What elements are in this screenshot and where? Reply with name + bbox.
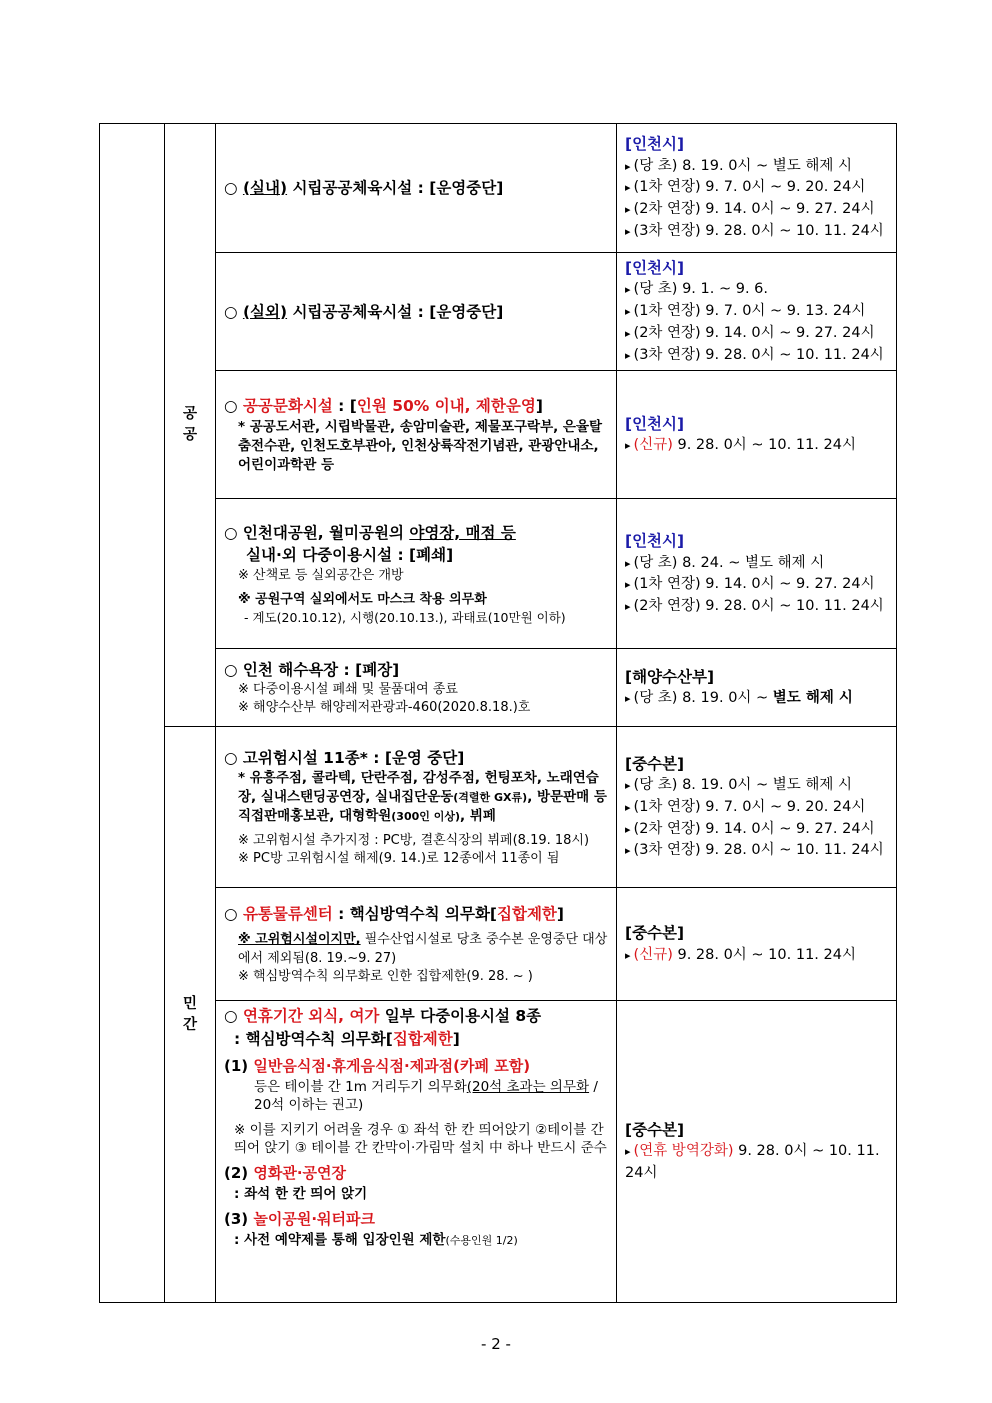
schedule-item: ▸ (당 초) 8. 19. 0시 ~ 별도 해제 시 — [625, 775, 890, 797]
table-row — [100, 371, 897, 499]
schedule-item: ▸ (2차 연장) 9. 28. 0시 ~ 10. 11. 24시 — [625, 596, 890, 618]
schedule-cell — [617, 649, 897, 727]
schedule-item: ▸ (2차 연장) 9. 14. 0시 ~ 9. 27. 24시 — [625, 199, 890, 221]
org-label: [중수본] — [625, 924, 685, 943]
schedule-item: ▸ (2차 연장) 9. 14. 0시 ~ 9. 27. 24시 — [625, 323, 890, 345]
facility-title: 연휴기간 외식, 여가 — [242, 1007, 380, 1026]
category-public: 공 공 — [165, 124, 216, 727]
table-row — [100, 124, 897, 253]
schedule-item: ▸ (1차 연장) 9. 14. 0시 ~ 9. 27. 24시 — [625, 574, 890, 596]
schedule-cell — [617, 727, 897, 888]
schedule-item: ▸ (신규) 9. 28. 0시 ~ 10. 11. 24시 — [625, 435, 890, 457]
schedule-item: ▸ (당 초) 9. 1. ~ 9. 6. — [625, 279, 890, 301]
table-row — [100, 253, 897, 371]
schedule-item: ▸ (신규) 9. 28. 0시 ~ 10. 11. 24시 — [625, 945, 890, 967]
org-label: [인천시] — [625, 259, 685, 277]
measure-cell: ○ 유통물류센터 : 핵심방역수칙 의무화[집합제한] ※ 고위험시설이지만, 필수산업시설로 당초 중수본 운영중단 대상에서 제외됨(8. 19.~9. 27) ※ 핵심방역수칙 의무화로 인한 집합제한(9. 28. ~ ) — [216, 888, 617, 1001]
table-row — [100, 727, 897, 888]
measure-cell: ○ 연휴기간 외식, 여가 일부 다중이용시설 8종 : 핵심방역수칙 의무화[집합제한] (1) 일반음식점·휴게음식점·제과점(카페 포함) 등은 테이블 간 1m 거리두기 의무화(20석 초과는 의무화 / 20석 이하는 권고) ※ 이를 지키기 어려울 경우 ① 좌석 한 칸 띄어앉기 ②테이블 간 띄어 앉기 ③ 테이블 간 칸막이·가림막 설치 中 하나 반드시 준수 (2) 영화관·공연장 : 좌석 한 칸 띄어 앉기 (3) 놀이공원·워터파크 : 사전 예약제를 통해 입장인원 제한(수용인원 1/2) — [216, 1001, 617, 1303]
schedule-item: ▸ (당 초) 8. 19. 0시 ~ 별도 해제 시 — [625, 688, 890, 710]
measure-cell: ○ 인천대공원, 월미공원의 야영장, 매점 등 실내·외 다중이용시설 : [폐쇄] ※ 산책로 등 실외공간은 개방 ※ 공원구역 실외에서도 마스크 착용 의무화 - 계도(20.10.12), 시행(20.10.13.), 과태료(10만원 이하) — [216, 499, 617, 649]
table-row — [100, 1001, 897, 1303]
org-label: [인천시] — [625, 414, 685, 433]
new-label: (연휴 방역강화) — [633, 1143, 734, 1160]
measure-cell: ○ (실외) 시립공공체육시설 : [운영중단] — [216, 253, 617, 371]
schedule-item: ▸ (2차 연장) 9. 14. 0시 ~ 9. 27. 24시 — [625, 819, 890, 841]
schedule-list — [625, 279, 890, 366]
schedule-item: ▸ (1차 연장) 9. 7. 0시 ~ 9. 13. 24시 — [625, 301, 890, 323]
schedule-cell — [617, 253, 897, 371]
org-label: [인천시] — [625, 532, 685, 551]
table-row — [100, 499, 897, 649]
org-label: [중수본] — [625, 754, 685, 773]
schedule-list — [625, 553, 890, 618]
measure-tag: (실내) — [242, 178, 288, 197]
schedule-item: ▸ (연휴 방역강화) 9. 28. 0시 ~ 10. 11. 24시 — [625, 1141, 890, 1185]
org-label: [중수본] — [625, 1120, 685, 1139]
schedule-item: ▸ (3차 연장) 9. 28. 0시 ~ 10. 11. 24시 — [625, 221, 890, 243]
schedule-item: ▸ (당 초) 8. 19. 0시 ~ 별도 해제 시 — [625, 156, 890, 178]
status-text: 집합제한 — [497, 904, 557, 923]
facility-title: 공공문화시설 — [242, 397, 333, 416]
schedule-item: ▸ (1차 연장) 9. 7. 0시 ~ 9. 20. 24시 — [625, 177, 890, 199]
measure-tag: (실외) — [242, 302, 288, 321]
measure-cell: ○ (실내) 시립공공체육시설 : [운영중단] — [216, 124, 617, 253]
schedule-cell — [617, 888, 897, 1001]
status-text: 인원 50% 이내, 제한운영 — [356, 397, 536, 416]
page-number: - 2 - — [481, 1335, 511, 1353]
empty-column — [100, 124, 165, 1303]
facility-title: 유통물류센터 — [242, 904, 333, 923]
schedule-item: ▸ (3차 연장) 9. 28. 0시 ~ 10. 11. 24시 — [625, 840, 890, 862]
schedule-item: ▸ (3차 연장) 9. 28. 0시 ~ 10. 11. 24시 — [625, 345, 890, 367]
table-row — [100, 888, 897, 1001]
schedule-list — [625, 775, 890, 862]
new-label: (신규) — [633, 437, 673, 454]
org-label: [인천시] — [625, 135, 685, 154]
measure-cell: ○ 공공문화시설 : [인원 50% 이내, 제한운영] * 공공도서관, 시립박물관, 송암미술관, 제물포구락부, 은율탈춤전수관, 인천도호부관아, 인천상륙작전기념관, 관광안내소, 어린이과학관 등 — [216, 371, 617, 499]
category-private: 민 간 — [165, 727, 216, 1303]
org-label: [해양수산부] — [625, 667, 715, 686]
new-label: (신규) — [633, 946, 673, 963]
schedule-cell — [617, 371, 897, 499]
measure-cell: ○ 고위험시설 11종* : [운영 중단] * 유흥주점, 콜라텍, 단란주점, 감성주점, 헌팅포차, 노래연습장, 실내스탠딩공연장, 실내집단운동(격렬한 GX류), 방문판매 등 직접판매홍보관, 대형학원(300인 이상), 뷔페 ※ 고위험시설 추가지정 : PC방, 결혼식장의 뷔페(8.19. 18시) ※ PC방 고위험시설 해제(9. 14.)로 12종에서 11종이 됨 — [216, 727, 617, 888]
measure-cell: ○ 인천 해수욕장 : [폐장] ※ 다중이용시설 폐쇄 및 물품대여 종료 ※ 해양수산부 해양레저관광과-460(2020.8.18.)호 — [216, 649, 617, 727]
table-row — [100, 649, 897, 727]
measures-table — [99, 123, 897, 1303]
facility-detail: * 공공도서관, 시립박물관, 송암미술관, 제물포구락부, 은율탈춤전수관, 인천도호부관아, 인천상륙작전기념관, 관광안내소, 어린이과학관 등 — [238, 418, 603, 473]
schedule-item: ▸ (당 초) 8. 24. ~ 별도 해제 시 — [625, 553, 890, 575]
schedule-item: ▸ (1차 연장) 9. 7. 0시 ~ 9. 20. 24시 — [625, 797, 890, 819]
schedule-cell — [617, 1001, 897, 1303]
schedule-cell — [617, 499, 897, 649]
schedule-list — [625, 156, 890, 243]
schedule-cell — [617, 124, 897, 253]
